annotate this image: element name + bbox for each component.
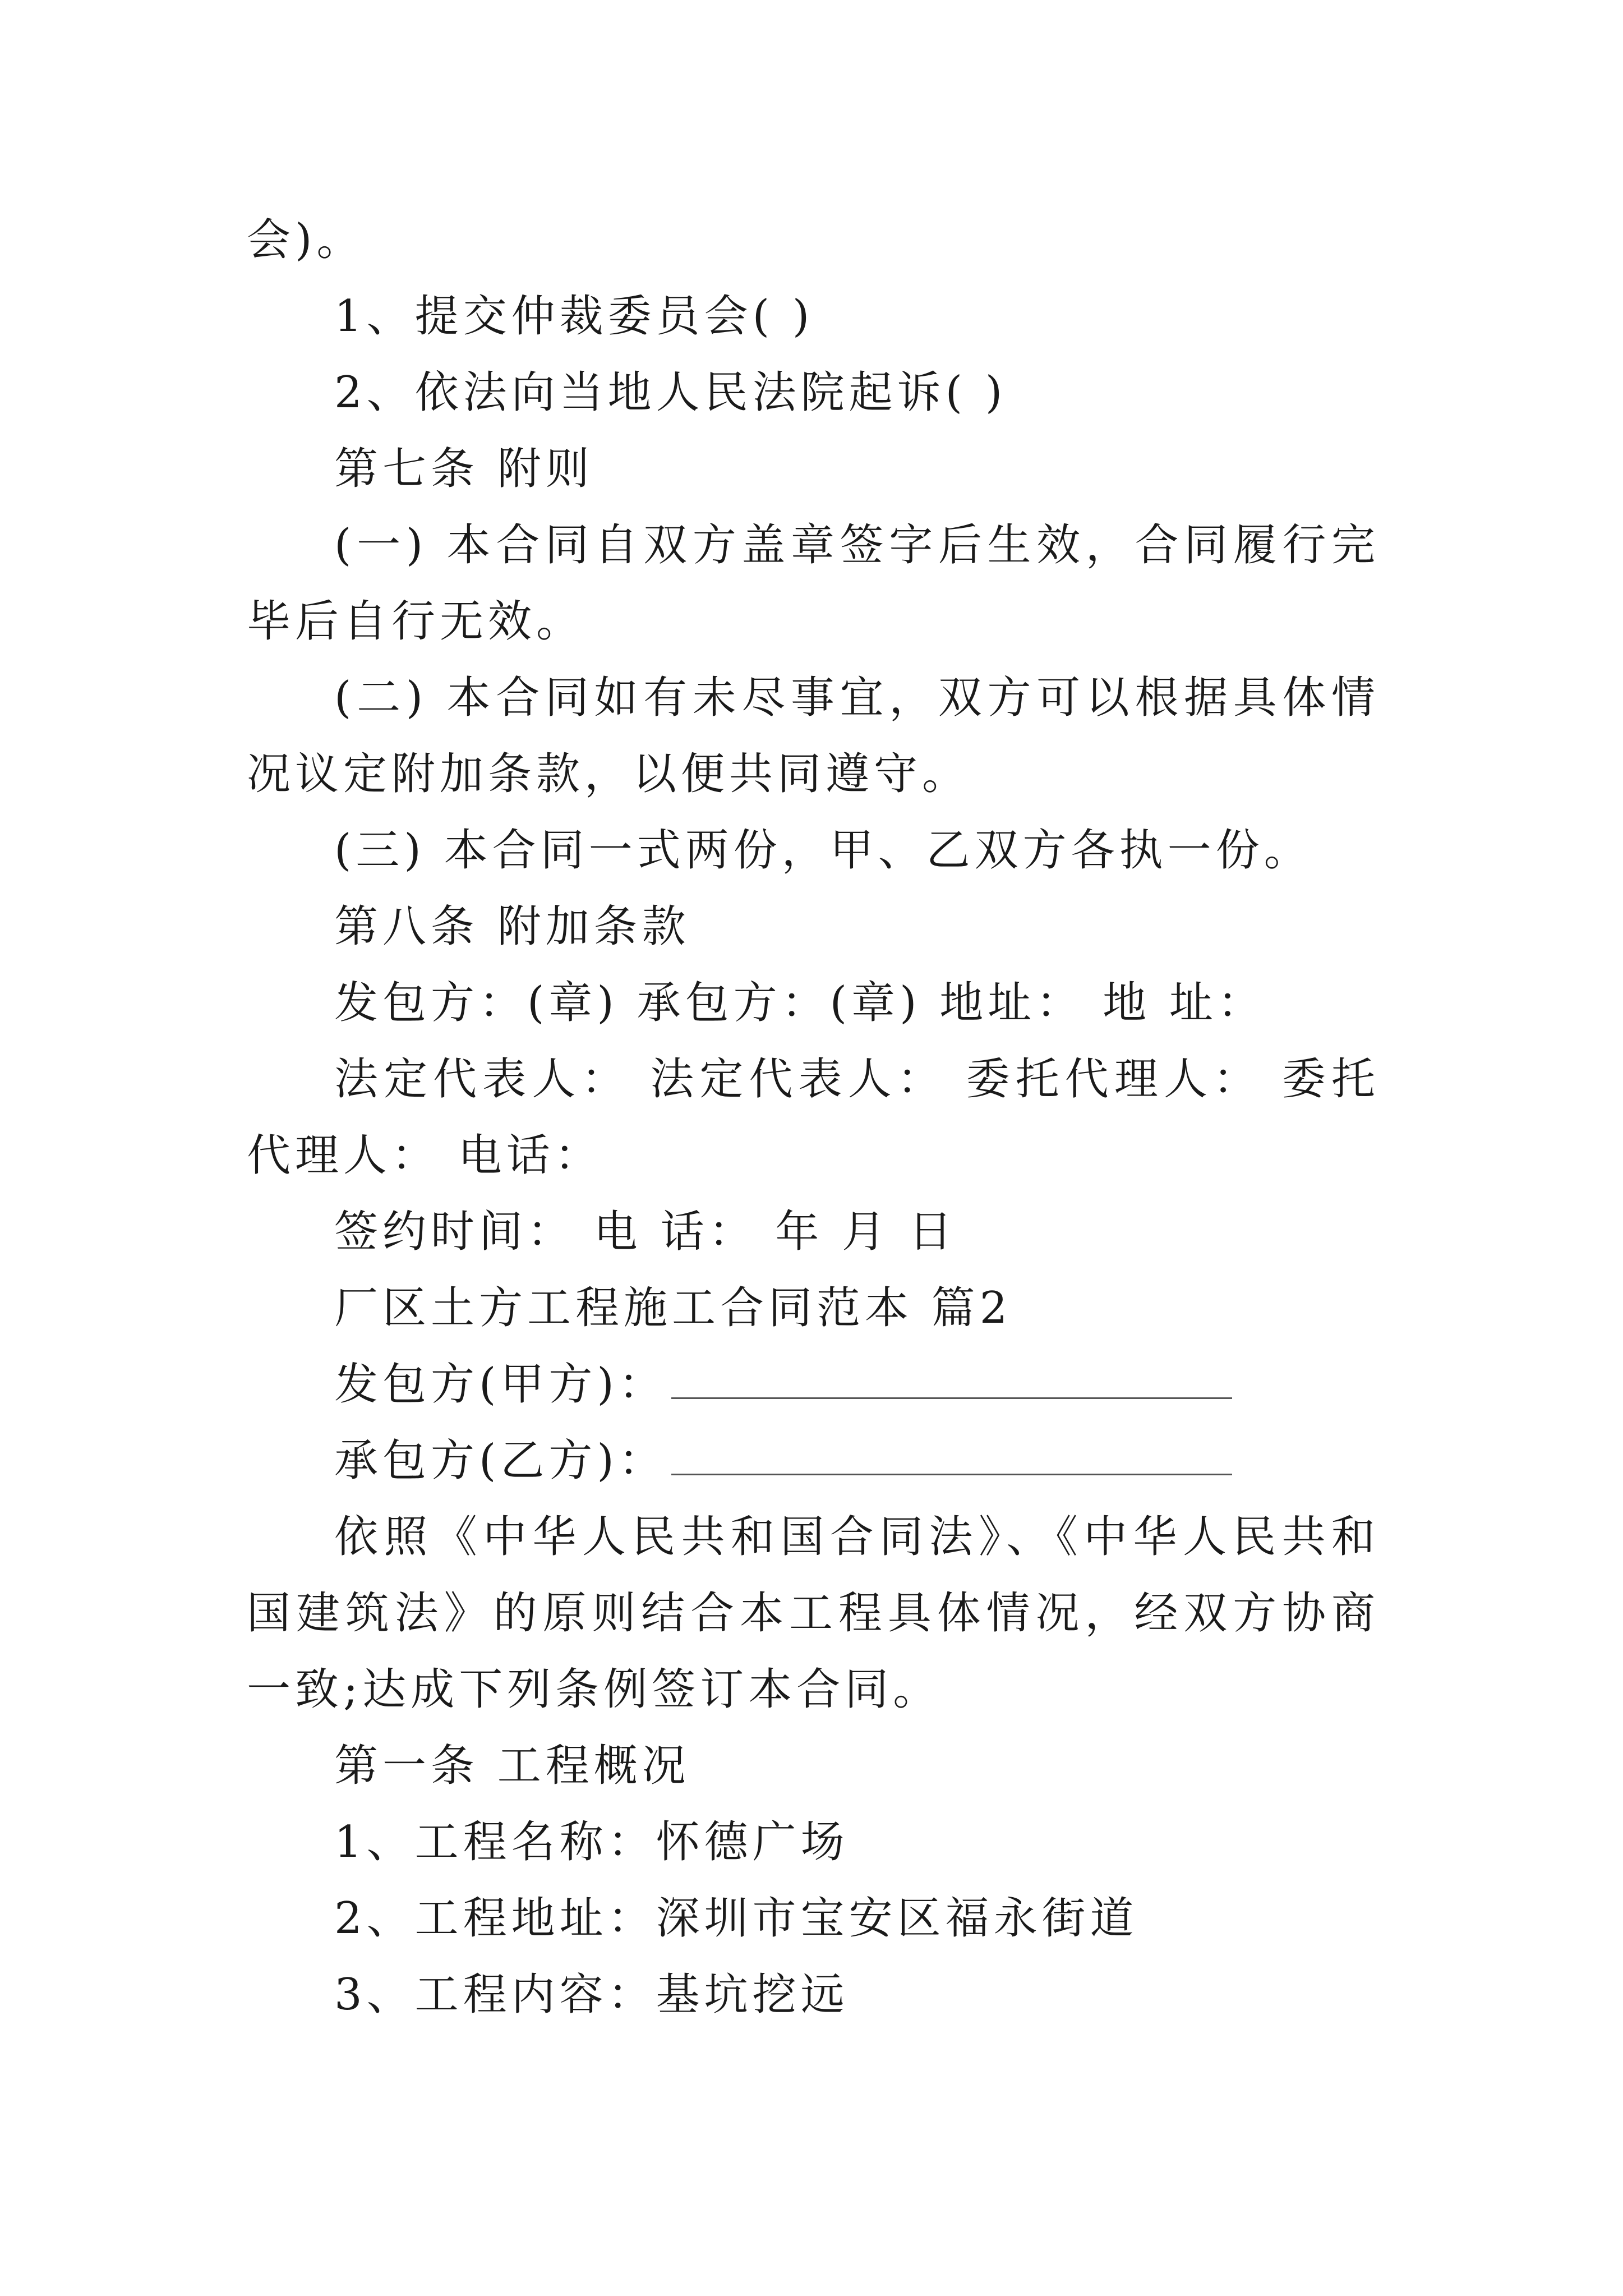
dispute-option-arbitration: 1、提交仲裁委员会( ): [334, 291, 814, 342]
project-name-line: 1、工程名称：怀德广场: [334, 1817, 849, 1867]
paragraph-continuation: 会)。: [247, 215, 365, 265]
contract-body: [247, 202, 1380, 2033]
dispute-option-court: 2、依法向当地人民法院起诉( ): [334, 367, 1007, 418]
project-address-line: 2、工程地址：深圳市宝安区福永街道: [334, 1893, 1138, 1944]
article-7-clause-2: (二) 本合同如有未尽事宜，双方可以根据具体情况议定附加条款，以便共同遵守。: [247, 673, 1380, 799]
article-8-heading: 第八条 附加条款: [334, 901, 690, 952]
preamble-paragraph: 依照《中华人民共和国合同法》、《中华人民共和国建筑法》的原则结合本工程具体情况，经双方协商一致;达成下列条例签订本合同。: [247, 1512, 1380, 1715]
party-a-blank-line: [671, 1364, 1232, 1399]
project-content-line: 3、工程内容：基坑挖远: [334, 1970, 849, 2020]
signature-representatives-line: 法定代表人： 法定代表人： 委托代理人： 委托代理人： 电话：: [247, 1054, 1380, 1181]
party-b-label: 承包方(乙方)：: [334, 1435, 667, 1486]
article-7-clause-3: (三) 本合同一式两份，甲、乙双方各执一份。: [334, 825, 1312, 876]
article-7-heading: 第七条 附则: [334, 444, 594, 494]
party-a-label: 发包方(甲方)：: [334, 1359, 667, 1410]
article-1-heading: 第一条 工程概况: [334, 1741, 690, 1791]
party-b-blank-line: [671, 1440, 1232, 1475]
article-7-clause-1: (一) 本合同自双方盖章签字后生效，合同履行完毕后自行无效。: [247, 520, 1380, 647]
party-b-field: [247, 1423, 1380, 1499]
section-title-part-2: 厂区土方工程施工合同范本 篇2: [334, 1283, 1012, 1333]
signature-parties-line: 发包方：(章) 承包方：(章) 地址： 地 址：: [334, 978, 1266, 1028]
party-a-field: [247, 1346, 1380, 1423]
signature-date-line: 签约时间： 电 话： 年 月 日: [334, 1207, 957, 1257]
